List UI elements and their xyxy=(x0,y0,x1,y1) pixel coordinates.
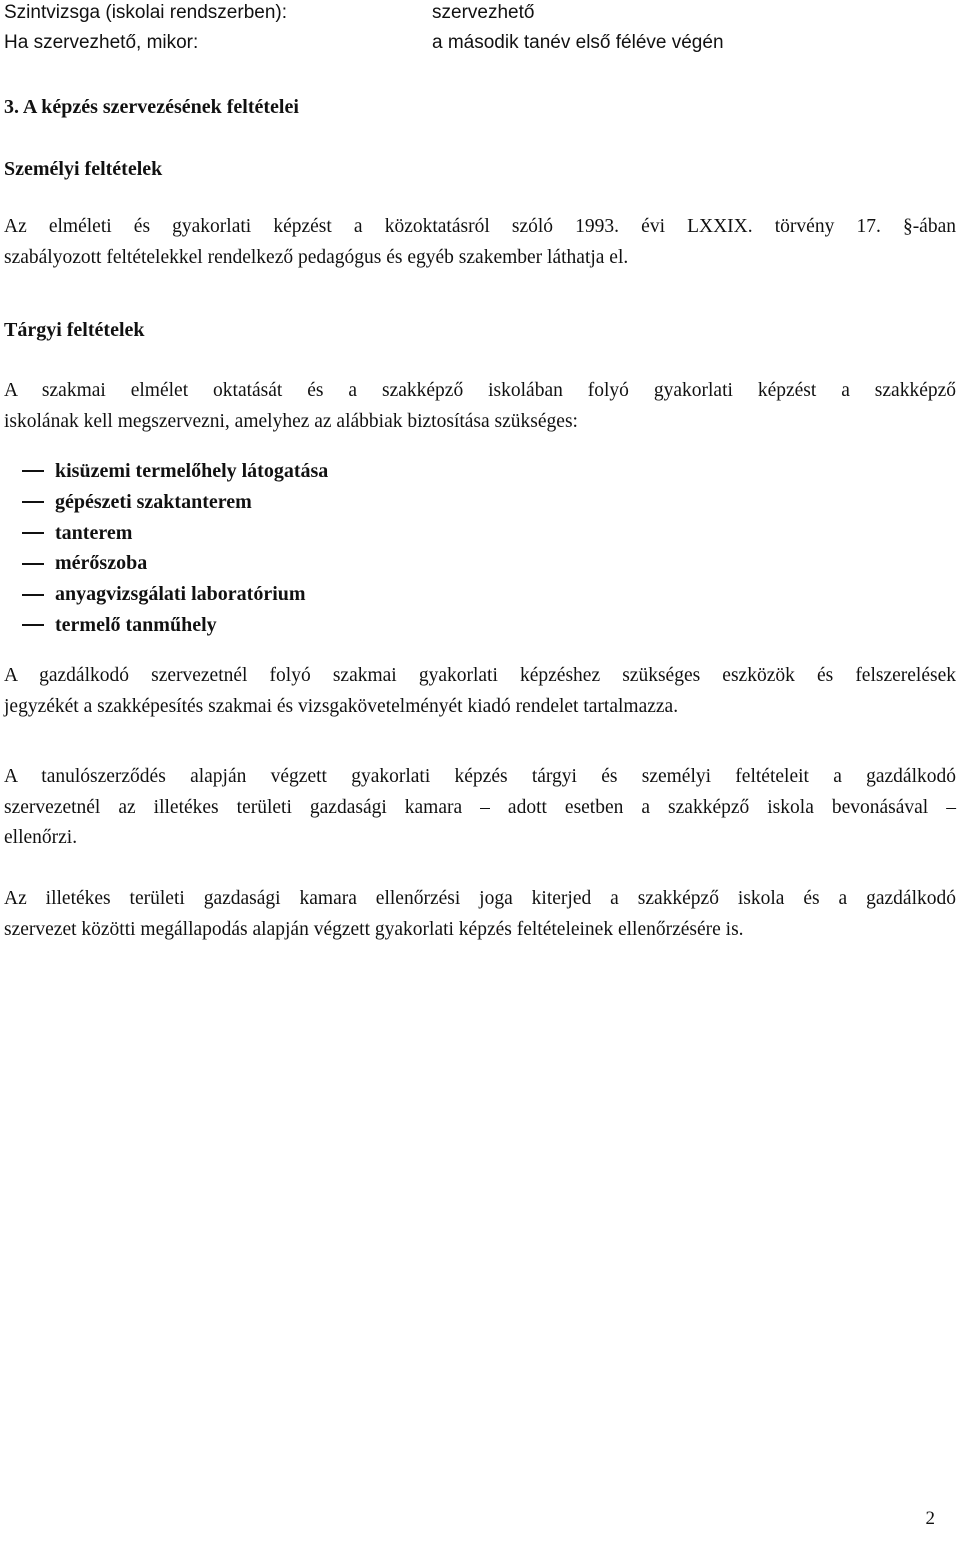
list-item-label: kisüzemi termelőhely látogatása xyxy=(55,460,329,482)
list-item xyxy=(22,548,328,579)
equipment-paragraph xyxy=(4,661,956,722)
paragraph-line: ellenőrzi. xyxy=(4,827,78,848)
section-title: 3. A képzés szervezésének feltételei xyxy=(4,96,299,118)
paragraph-line: szabályozott feltételekkel rendelkező pedagógus és egyéb szakember láthatja el. xyxy=(4,246,629,268)
dash-bullet xyxy=(22,532,44,534)
dash-bullet xyxy=(22,501,44,503)
list-item xyxy=(22,610,328,641)
header-value-when: a második tanév első féléve végén xyxy=(432,32,724,53)
paragraph-line: szervezet közötti megállapodás alapján végzett gyakorlati képzés feltételeinek ellenőrzésére is. xyxy=(4,918,744,940)
list-item xyxy=(22,518,328,549)
paragraph-line: A szakmai elmélet oktatását és a szakképző iskolában folyó gyakorlati képzést a szakképző xyxy=(4,380,956,401)
header-label-when: Ha szervezhető, mikor: xyxy=(4,32,199,53)
header-label-exam: Szintvizsga (iskolai rendszerben): xyxy=(4,2,288,23)
dash-bullet xyxy=(22,563,44,565)
material-heading: Tárgyi feltételek xyxy=(4,319,145,341)
contract-paragraph xyxy=(4,762,956,854)
paragraph-line: A gazdálkodó szervezetnél folyó szakmai gyakorlati képzéshez szükséges eszközök és felszerelések xyxy=(4,665,956,686)
paragraph-line: jegyzékét a szakképesítés szakmai és vizsgakövetelményét kiadó rendelet tartalmazza. xyxy=(4,695,679,717)
dash-bullet xyxy=(22,594,44,596)
dash-bullet xyxy=(22,624,44,626)
personal-heading: Személyi feltételek xyxy=(4,158,163,180)
paragraph-line: Az illetékes területi gazdasági kamara ellenőrzési joga kiterjed a szakképző iskola és a gazdálkodó xyxy=(4,888,956,909)
header-value-exam: szervezhető xyxy=(432,2,535,23)
chamber-paragraph xyxy=(4,884,956,945)
list-item xyxy=(22,579,328,610)
facility-list xyxy=(22,456,328,641)
dash-bullet xyxy=(22,470,44,472)
paragraph-line: A tanulószerződés alapján végzett gyakorlati képzés tárgyi és személyi feltételeit a gazdálkodó xyxy=(4,766,956,787)
paragraph-line: iskolának kell megszervezni, amelyhez az alábbiak biztosítása szükséges: xyxy=(4,410,578,432)
material-intro-paragraph xyxy=(4,376,956,437)
list-item-label: tanterem xyxy=(55,521,133,544)
list-item-label: gépészeti szaktanterem xyxy=(55,490,252,513)
list-item-label: anyagvizsgálati laboratórium xyxy=(55,583,306,606)
list-item xyxy=(22,456,328,487)
list-item-label: mérőszoba xyxy=(55,552,148,575)
personal-paragraph xyxy=(4,212,956,273)
paragraph-line: szervezetnél az illetékes területi gazdasági kamara – adott esetben a szakképző iskola bevonásával – xyxy=(4,796,956,818)
paragraph-line: Az elméleti és gyakorlati képzést a közoktatásról szóló 1993. évi LXXIX. törvény 17. §-ában xyxy=(4,216,956,237)
list-item xyxy=(22,487,328,518)
page-number: 2 xyxy=(925,1508,935,1529)
list-item-label: termelő tanműhely xyxy=(55,613,217,636)
